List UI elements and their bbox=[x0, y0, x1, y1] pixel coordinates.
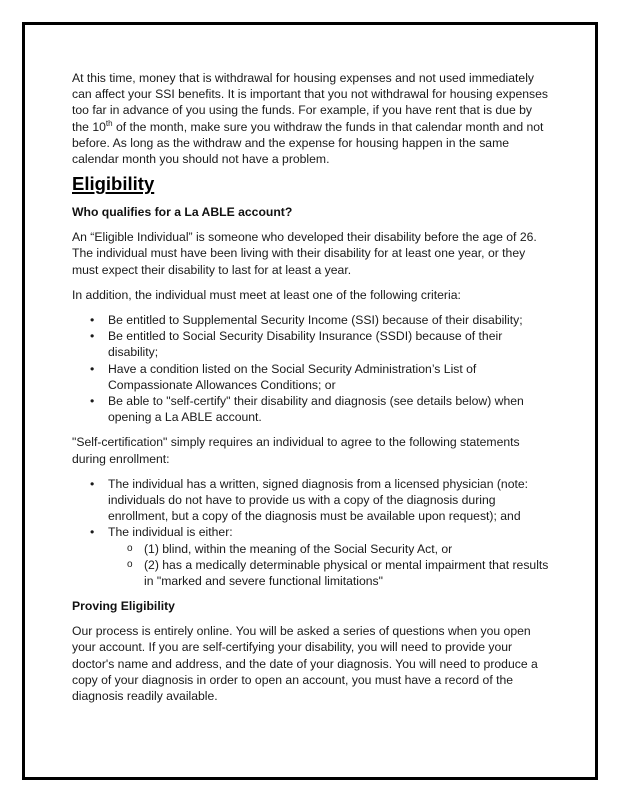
bullet-icon: • bbox=[90, 313, 95, 328]
criteria-intro: In addition, the individual must meet at least one of the following criteria: bbox=[72, 287, 461, 302]
proving-eligibility-subheading: Proving Eligibility bbox=[72, 599, 175, 614]
criteria-item-text: Be able to "self-certify" their disability and diagnosis (see details below) when opening a La ABLE account. bbox=[108, 394, 524, 425]
housing-withdrawal-paragraph bbox=[72, 70, 550, 167]
intro-text-part1: At this time, money that is withdrawal for housing expenses and not used immediately can affect your SSI benefits. It is important that you not withdrawal for housing expenses too far in advance of you using the funds. For example, if you have rent that is due by the 10 bbox=[72, 71, 549, 134]
either-sub-list bbox=[108, 541, 550, 590]
sub-statement-blind bbox=[127, 541, 550, 557]
eligible-individual-definition: An “Eligible Individual” is someone who developed their disability before the age of 26. The individual must have been living with their disability for at least one year, or they must expect their disability to last for at least a year. bbox=[72, 230, 537, 277]
hollow-bullet-icon: o bbox=[127, 542, 133, 554]
sub-statement-text: (2) has a medically determinable physical or mental impairment that results in "marked and severe functional limitations" bbox=[144, 557, 549, 589]
criteria-item-text: Be entitled to Social Security Disability Insurance (SSDI) because of their disability; bbox=[108, 329, 503, 360]
sub-statement-text: (1) blind, within the meaning of the Social Security Act, or bbox=[144, 541, 453, 556]
statement-diagnosis bbox=[90, 476, 550, 525]
criteria-item-self-certify bbox=[90, 393, 550, 425]
who-qualifies-subheading: Who qualifies for a La ABLE account? bbox=[72, 205, 293, 220]
intro-text-part2: of the month, make sure you withdraw the funds in that calendar month and not before. As long as the withdraw and the expense for housing happen in the same calendar month you should not have a problem. bbox=[72, 119, 544, 167]
criteria-item-ssi bbox=[90, 312, 550, 328]
document-body bbox=[72, 70, 550, 713]
statement-text: The individual has a written, signed diagnosis from a licensed physician (note: individuals do not have to provide us with a copy of the diagnosis during enrollment, but a copy of the diagnosis must be available upon request); and bbox=[108, 476, 529, 524]
criteria-item-text: Be entitled to Supplemental Security Income (SSI) because of their disability; bbox=[108, 313, 523, 328]
hollow-bullet-icon: o bbox=[127, 558, 133, 570]
eligibility-heading: Eligibility bbox=[72, 173, 155, 195]
bullet-icon: • bbox=[90, 394, 95, 409]
criteria-list bbox=[72, 312, 550, 425]
self-certification-list bbox=[72, 476, 550, 589]
sub-statement-impairment bbox=[127, 557, 550, 589]
proving-eligibility-text: Our process is entirely online. You will be asked a series of questions when you open your account. If you are self-certifying your disability, you will need to provide your doctor's name and address, and the date of your diagnosis. You will need to produce a copy of your diagnosis in order to open an account, you must have a record of the diagnosis readily available. bbox=[72, 624, 538, 704]
bullet-icon: • bbox=[90, 329, 95, 344]
statement-text: The individual is either: bbox=[108, 525, 233, 540]
statement-either bbox=[90, 524, 550, 589]
self-certification-intro: "Self-certification" simply requires an individual to agree to the following statements during enrollment: bbox=[72, 435, 520, 466]
criteria-item-text: Have a condition listed on the Social Security Administration’s List of Compassionate Allowances Conditions; or bbox=[108, 361, 477, 392]
ordinal-superscript: th bbox=[105, 118, 113, 128]
criteria-item-compassionate-allowances bbox=[90, 361, 550, 393]
bullet-icon: • bbox=[90, 525, 95, 540]
bullet-icon: • bbox=[90, 361, 95, 376]
bullet-icon: • bbox=[90, 476, 95, 491]
criteria-item-ssdi bbox=[90, 328, 550, 360]
